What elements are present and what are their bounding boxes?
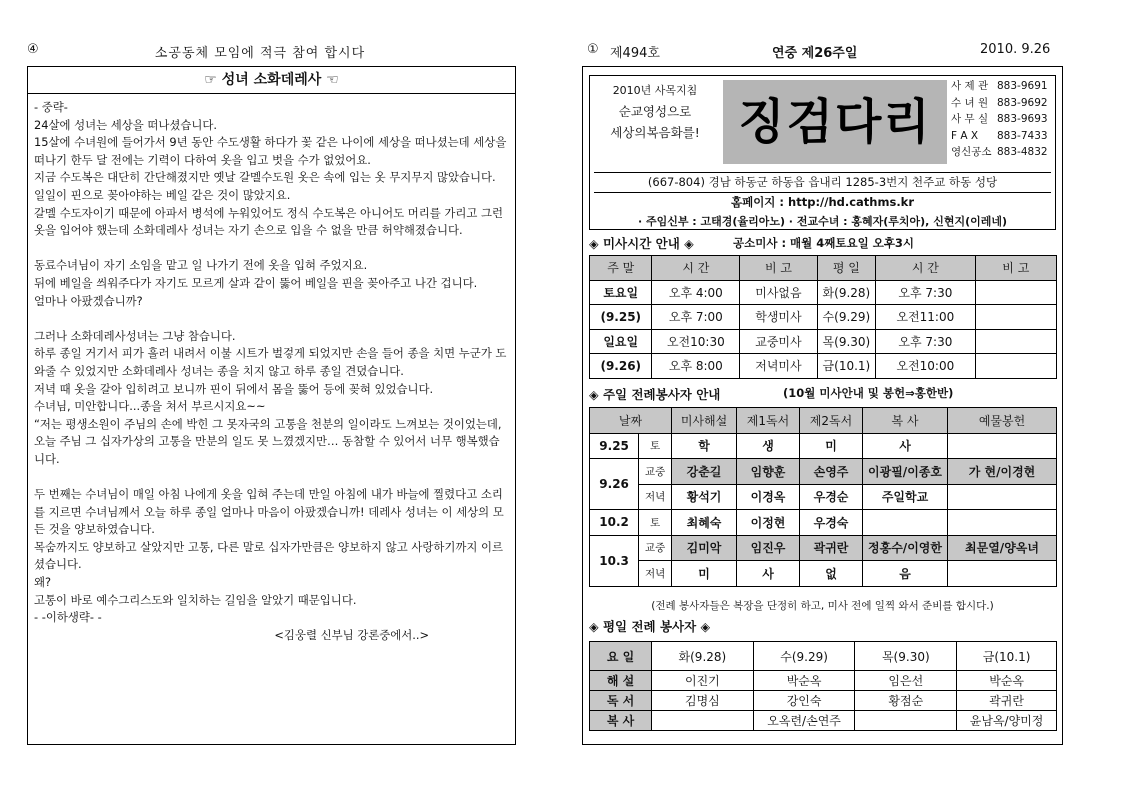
article-title: ☞ 성녀 소화데레사 ☜ — [28, 67, 515, 94]
address: (667-804) 경남 하동군 하동읍 읍내리 1285-3번지 천주교 하동 성당 — [594, 172, 1051, 193]
article-paragraph: 고통이 바로 예수그리스도와 일치하는 길임을 알았기 때문입니다. — [34, 592, 357, 607]
article-paragraph: 수녀님, 미안합니다...종을 쳐서 부르시지요~~ — [34, 399, 266, 414]
policy-line: 순교영성으로 — [618, 104, 692, 119]
table-cell: 임은선 — [855, 671, 957, 691]
column-header: 예물봉헌 — [948, 408, 1057, 434]
article-body — [34, 99, 509, 644]
contact-label: 영신공소 — [951, 146, 992, 158]
column-header: 날짜 — [590, 408, 672, 434]
table-cell: 오후 7:00 — [652, 305, 740, 330]
table-cell — [948, 484, 1057, 510]
article-paragraph: 지금 수도복은 대단히 간단해졌지만 옛날 갈멜수도원 옷은 속에 입는 옷 무지무지 많았습니다. — [34, 170, 496, 185]
table-cell: 사 — [863, 433, 948, 459]
left-article-box — [27, 66, 516, 745]
table-header-row — [590, 408, 1057, 434]
table-cell: (9.25) — [590, 305, 652, 330]
table-cell: 복 사 — [590, 711, 652, 731]
table-row — [590, 691, 1057, 711]
table-cell: 오전11:00 — [876, 305, 975, 330]
table-cell — [863, 510, 948, 536]
table-cell — [975, 280, 1056, 305]
table-cell: 가 현/이경현 — [948, 459, 1057, 485]
table-row — [590, 711, 1057, 731]
mass-time-table — [589, 255, 1057, 379]
table-cell: 일요일 — [590, 329, 652, 354]
weekday-servers-table — [589, 641, 1057, 731]
article-paragraph: 왜? — [34, 575, 52, 590]
contact-label: 수 녀 원 — [951, 96, 989, 109]
mass-type-cell: 교중 — [639, 535, 672, 561]
contact-phone: 883-9692 — [997, 96, 1048, 109]
column-header: 제2독서 — [800, 408, 863, 434]
article-paragraph: 갈멜 수도자이기 때문에 아파서 병석에 누워있어도 정식 수도복은 아니어도 머리를 가리고 그런 옷을 입어야 했는데 소화데레사 성녀는 자기 손으로 입을 수 없을 만큼 허약해졌습니다. — [34, 205, 503, 238]
table-cell: 임향훈 — [737, 459, 800, 485]
table-cell: 최문열/양옥녀 — [948, 535, 1057, 561]
table-cell — [652, 711, 754, 731]
contact-row — [951, 144, 1055, 161]
contact-row — [951, 111, 1055, 128]
contact-row — [951, 128, 1055, 145]
article-paragraph: 목숨까지도 양보하고 살았지만 고통, 다른 말로 십자가만큼은 양보하지 않고 사랑하기까지 이르셨습니다. — [34, 539, 503, 572]
table-cell: 우경순 — [800, 484, 863, 510]
table-row — [590, 484, 1057, 510]
policy-year: 2010년 사목지침 — [612, 84, 698, 97]
date-cell: 10.3 — [590, 535, 639, 586]
servers-section-note: (10월 미사안내 및 봉헌⇒홍한반) — [783, 386, 954, 400]
column-header: 제1독서 — [737, 408, 800, 434]
contact-label: 사 무 실 — [951, 113, 989, 125]
column-header: 평 일 — [817, 256, 875, 281]
article-paragraph: 뒤에 베일을 씌워주다가 자기도 모르게 살과 같이 뚫어 베일을 핀을 꽂아주고 나간 겁니다. — [34, 275, 478, 290]
table-cell — [948, 510, 1057, 536]
table-cell: 황석기 — [672, 484, 737, 510]
issue-number: 제494호 — [610, 46, 660, 61]
table-cell: 없 — [800, 561, 863, 587]
table-row — [590, 535, 1057, 561]
table-row — [590, 671, 1057, 691]
table-cell: 이진기 — [652, 671, 754, 691]
table-row — [590, 354, 1057, 379]
sunday-servers-table — [589, 407, 1057, 587]
table-cell: 곽귀란 — [800, 535, 863, 561]
table-cell: 황점순 — [855, 691, 957, 711]
staff-line: · 주임신부 : 고태경(율리아노) · 전교수녀 : 홍혜자(루치아), 신현지(이레네) — [637, 215, 1008, 228]
table-cell: 사 — [737, 561, 800, 587]
table-cell: 저녁미사 — [740, 354, 817, 379]
table-header-row — [590, 256, 1057, 281]
paragraph-gap — [34, 240, 509, 258]
table-cell: 교중미사 — [740, 329, 817, 354]
table-cell: 금(10.1) — [817, 354, 875, 379]
table-cell: 오전10:00 — [876, 354, 975, 379]
contact-phone: 883-4832 — [997, 146, 1048, 158]
table-cell: 해 설 — [590, 671, 652, 691]
article-paragraph: 저녁 때 옷을 갈아 입히려고 보니까 핀이 뒤에서 몸을 뚫어 등에 꽂혀 있었습니다. — [34, 381, 434, 396]
article-source: <김웅렬 신부님 강론중에서..> — [274, 627, 429, 642]
article-paragraph: 24살에 성녀는 세상을 떠나셨습니다. — [34, 117, 218, 132]
table-cell: 미 — [800, 433, 863, 459]
table-cell: 오후 7:30 — [876, 329, 975, 354]
table-cell: 미사없음 — [740, 280, 817, 305]
left-slogan: 소공동체 모임에 적극 참여 합시다 — [154, 46, 366, 61]
table-row — [590, 510, 1057, 536]
table-cell — [975, 305, 1056, 330]
date-cell: 9.25 — [590, 433, 639, 459]
table-cell: 곽귀란 — [957, 691, 1057, 711]
table-cell: 화(9.28) — [817, 280, 875, 305]
date-cell: 9.26 — [590, 459, 639, 510]
contact-row — [951, 78, 1055, 95]
table-cell: 이광필/이종호 — [863, 459, 948, 485]
table-cell — [948, 433, 1057, 459]
column-header: 시 간 — [652, 256, 740, 281]
contact-label: 사 제 관 — [951, 80, 989, 92]
table-cell: 오옥련/손연주 — [753, 711, 855, 731]
servers-section-title: ◈ 주일 전례봉사자 안내 — [589, 387, 721, 402]
table-cell: 박순옥 — [753, 671, 855, 691]
column-header: 미사해설 — [672, 408, 737, 434]
column-header: 요 일 — [590, 642, 652, 671]
article-paragraph: 얼마나 아팠겠습니까? — [34, 293, 143, 308]
address-block — [590, 172, 1055, 231]
table-cell — [975, 354, 1056, 379]
table-cell: 이경옥 — [737, 484, 800, 510]
mass-type-cell: 저녁 — [639, 484, 672, 510]
table-cell: 정홍수/이영한 — [863, 535, 948, 561]
table-cell: 학 — [672, 433, 737, 459]
table-cell: 토요일 — [590, 280, 652, 305]
contact-row — [951, 95, 1055, 112]
column-header: 목(9.30) — [855, 642, 957, 671]
column-header: 비 고 — [740, 256, 817, 281]
table-row — [590, 561, 1057, 587]
policy-line: 세상의복음화를! — [610, 125, 700, 140]
article-paragraph: 일일이 핀으로 꽂아야하는 베일 같은 것이 많았지요. — [34, 187, 291, 202]
article-paragraph: - 중략- — [34, 100, 68, 114]
column-header: 시 간 — [876, 256, 975, 281]
table-row — [590, 305, 1057, 330]
article-paragraph: 15살에 수녀원에 들어가서 9년 동안 수도생활 하다가 꽃 같은 나이에 세상을 떠나셨는데 세상을 떠나기 한두 달 전에는 기력이 다하여 옷을 입고 벗을 수가 없었어요. — [34, 135, 507, 167]
table-cell: 김미악 — [672, 535, 737, 561]
mass-type-cell: 토 — [639, 510, 672, 536]
right-page-number: ① — [587, 42, 599, 57]
table-header-row — [590, 642, 1057, 671]
table-cell: 오후 7:30 — [876, 280, 975, 305]
mass-section-title: ◈ 미사시간 안내 ◈ — [589, 236, 694, 251]
mass-type-cell: 저녁 — [639, 561, 672, 587]
table-cell: 우경숙 — [800, 510, 863, 536]
mass-type-cell: 교중 — [639, 459, 672, 485]
table-cell: 생 — [737, 433, 800, 459]
table-cell: (9.26) — [590, 354, 652, 379]
pastoral-policy — [592, 80, 718, 166]
table-cell: 김명심 — [652, 691, 754, 711]
servers-note: (전례 봉사자들은 복장을 단정히 하고, 미사 전에 일찍 와서 준비를 합시다.) — [651, 600, 994, 612]
table-cell: 독 서 — [590, 691, 652, 711]
table-cell — [855, 711, 957, 731]
issue-date: 2010. 9.26 — [980, 42, 1051, 57]
table-cell: 주일학교 — [863, 484, 948, 510]
bulletin-logo: 징검다리 — [723, 80, 947, 164]
table-row — [590, 433, 1057, 459]
table-cell: 음 — [863, 561, 948, 587]
article-paragraph: 두 번째는 수녀님이 매일 아침 나에게 옷을 입혀 주는데 만일 아침에 내가 바늘에 찔렸다고 소리를 지르면 수녀님께서 오늘 하루 종일 얼마나 마음이 아팠겠습니까! 데레사 성녀는 이 세상의 모든 것을 양보하였습니다. — [34, 487, 504, 537]
table-row — [590, 329, 1057, 354]
table-cell: 오후 8:00 — [652, 354, 740, 379]
column-header: 비 고 — [975, 256, 1056, 281]
column-header: 주 말 — [590, 256, 652, 281]
column-header: 복 사 — [863, 408, 948, 434]
contact-phone: 883-9693 — [997, 113, 1048, 125]
article-paragraph: 그러나 소화데레사성녀는 그냥 참습니다. — [34, 328, 236, 343]
table-row — [590, 459, 1057, 485]
article-paragraph: “저는 평생소원이 주님의 손에 박힌 그 못자국의 고통을 천분의 일이라도 느껴보는 것이었는데, 오늘 주님 그 십자가상의 고통을 만분의 일도 못 느꼈겠지만… 동참할 수 있어서 너무 행복했습니다. — [34, 416, 502, 466]
left-page-number: ④ — [27, 42, 39, 57]
table-cell — [975, 329, 1056, 354]
liturgical-week: 연중 제26주일 — [772, 46, 858, 61]
table-cell: 강춘길 — [672, 459, 737, 485]
right-bulletin-box — [582, 66, 1063, 745]
table-cell: 손영주 — [800, 459, 863, 485]
table-cell: 오전10:30 — [652, 329, 740, 354]
article-paragraph: 하루 종일 거기서 피가 흘러 내려서 이불 시트가 벌겋게 되었지만 손을 들어 종을 치면 누군가 도와줄 수 있었지만 소화데레사 성녀는 종을 치지 않고 하루 종일 견뎠습니다. — [34, 346, 507, 378]
column-header: 금(10.1) — [957, 642, 1057, 671]
mass-type-cell: 토 — [639, 433, 672, 459]
table-cell: 오후 4:00 — [652, 280, 740, 305]
homepage: 홈페이지 : http://hd.cathms.kr — [730, 195, 915, 209]
table-cell: 박순옥 — [957, 671, 1057, 691]
article-paragraph: 동료수녀님이 자기 소임을 맡고 일 나가기 전에 옷을 입혀 주었지요. — [34, 258, 368, 273]
paragraph-gap — [34, 310, 509, 328]
paragraph-gap — [34, 468, 509, 486]
table-cell: 이정현 — [737, 510, 800, 536]
table-cell — [948, 561, 1057, 587]
date-cell: 10.2 — [590, 510, 639, 536]
table-cell: 학생미사 — [740, 305, 817, 330]
mission-mass-note: 공소미사 : 매월 4째토요일 오후3시 — [733, 236, 915, 250]
contact-list — [951, 78, 1055, 161]
table-cell: 최혜숙 — [672, 510, 737, 536]
contact-label: F A X — [951, 129, 979, 142]
table-cell: 목(9.30) — [817, 329, 875, 354]
column-header: 화(9.28) — [652, 642, 754, 671]
masthead — [589, 75, 1056, 230]
column-header: 수(9.29) — [753, 642, 855, 671]
table-row — [590, 280, 1057, 305]
table-cell: 임진우 — [737, 535, 800, 561]
table-cell: 강인숙 — [753, 691, 855, 711]
contact-phone: 883-9691 — [997, 80, 1048, 92]
table-cell: 윤남옥/양미정 — [957, 711, 1057, 731]
table-cell: 미 — [672, 561, 737, 587]
weekday-section-title: ◈ 평일 전례 봉사자 ◈ — [589, 619, 711, 634]
contact-phone: 883-7433 — [997, 129, 1048, 142]
article-paragraph: - -이하생략- - — [34, 610, 102, 625]
table-cell: 수(9.29) — [817, 305, 875, 330]
